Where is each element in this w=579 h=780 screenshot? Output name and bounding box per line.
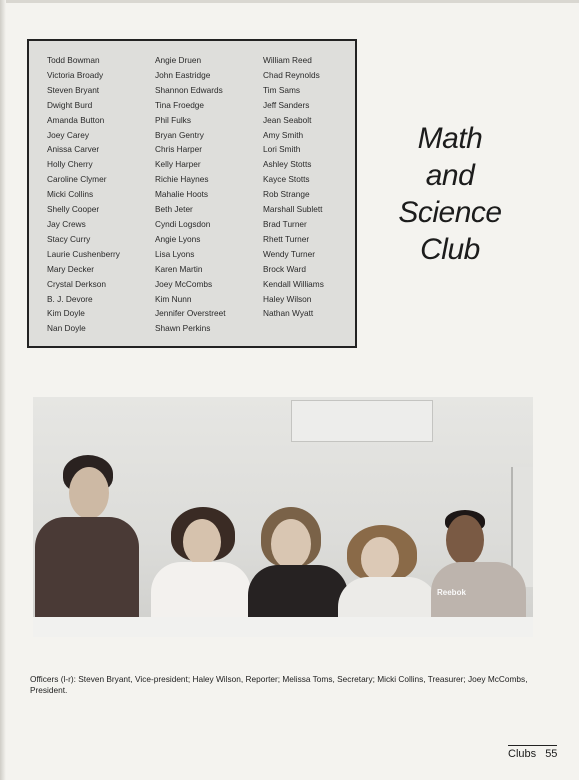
roster-member-name: Wendy Turner <box>263 248 315 259</box>
photo-caption: Officers (l-r): Steven Bryant, Vice-president; Haley Wilson, Reporter; Melissa Toms, Secretary; Micki Collins, Treasurer; Joey McCombs, President. <box>30 674 528 695</box>
roster-member-name: William Reed <box>263 55 312 65</box>
roster-member-name: Shawn Perkins <box>155 323 211 334</box>
roster-member-name: Jennifer Overstreet <box>155 308 226 319</box>
footer-section-label: Clubs <box>508 748 537 760</box>
roster-member-name: Phil Fulks <box>155 114 191 125</box>
title-line: Club <box>420 233 480 266</box>
roster-member-name: Laurie Cushenberry <box>47 248 120 259</box>
title-line: Math <box>417 122 483 155</box>
table-surface <box>33 617 533 637</box>
roster-member-name: Jean Seabolt <box>263 114 312 125</box>
roster-member-name: Angie Druen <box>155 55 202 65</box>
roster-member-name: Ashley Stotts <box>263 159 312 170</box>
roster-member-name: Beth Jeter <box>155 204 193 215</box>
roster-column-2 <box>155 53 226 336</box>
roster-member-name: Nan Doyle <box>47 323 86 334</box>
roster-member-name: Nathan Wyatt <box>263 308 314 319</box>
ceiling-light <box>291 400 433 442</box>
roster-member-name: Angie Lyons <box>155 233 201 244</box>
roster-member-name: Tina Froedge <box>155 99 205 110</box>
roster-member-name: Cyndi Logsdon <box>155 218 211 229</box>
roster-member-name: Steven Bryant <box>47 84 100 95</box>
roster-member-name: Stacy Curry <box>47 233 91 244</box>
page-binding-edge <box>0 0 6 780</box>
roster-member-name: Crystal Derkson <box>47 278 107 289</box>
page-footer <box>508 745 557 760</box>
roster-member-name: Haley Wilson <box>263 293 312 304</box>
roster-column-3 <box>263 53 324 321</box>
roster-member-name: Amy Smith <box>263 129 304 140</box>
page-top-edge <box>0 0 579 3</box>
roster-member-name: Holly Cherry <box>47 159 93 170</box>
roster-member-name: Richie Haynes <box>155 174 209 185</box>
roster-member-name: Karen Martin <box>155 263 203 274</box>
club-title <box>375 120 525 268</box>
roster-member-name: Kendall Williams <box>263 278 324 289</box>
member-roster <box>27 39 357 348</box>
roster-member-name: Marshall Sublett <box>263 204 323 215</box>
roster-member-name: Brock Ward <box>263 263 307 274</box>
roster-member-name: Victoria Broady <box>47 69 104 80</box>
roster-member-name: Lisa Lyons <box>155 248 195 259</box>
roster-member-name: Kim Nunn <box>155 293 192 304</box>
title-line: Science <box>398 196 502 229</box>
roster-member-name: Micki Collins <box>47 189 94 200</box>
roster-member-name: Lori Smith <box>263 144 301 155</box>
roster-member-name: Shannon Edwards <box>155 84 223 95</box>
roster-member-name: Anissa Carver <box>47 144 100 155</box>
roster-member-name: Shelly Cooper <box>47 204 100 215</box>
roster-member-name: Kelly Harper <box>155 159 201 170</box>
roster-member-name: Mary Decker <box>47 263 95 274</box>
roster-column-1 <box>47 53 120 336</box>
roster-member-name: Jeff Sanders <box>263 99 310 110</box>
roster-member-name: Kayce Stotts <box>263 174 310 185</box>
roster-member-name: Caroline Clymer <box>47 174 107 185</box>
roster-member-name: Jay Crews <box>47 218 86 229</box>
roster-member-name: Joey McCombs <box>155 278 213 289</box>
roster-member-name: John Eastridge <box>155 69 211 80</box>
roster-member-name: Kim Doyle <box>47 308 85 319</box>
officers-photo <box>33 397 533 637</box>
roster-member-name: B. J. Devore <box>47 293 93 304</box>
roster-member-name: Tim Sams <box>263 84 301 95</box>
roster-member-name: Dwight Burd <box>47 99 93 110</box>
roster-member-name: Chris Harper <box>155 144 203 155</box>
roster-member-name: Joey Carey <box>47 129 89 140</box>
title-line: and <box>425 159 475 192</box>
roster-member-name: Rhett Turner <box>263 233 310 244</box>
roster-member-name: Bryan Gentry <box>155 129 204 140</box>
roster-member-name: Rob Strange <box>263 189 310 200</box>
roster-member-name: Todd Bowman <box>47 55 100 65</box>
shirt-logo-text: Reebok <box>437 588 466 597</box>
roster-member-name: Mahalie Hoots <box>155 189 209 200</box>
page-number: 55 <box>545 748 558 760</box>
roster-member-name: Chad Reynolds <box>263 69 320 80</box>
roster-member-name: Brad Turner <box>263 218 307 229</box>
roster-member-name: Amanda Button <box>47 114 105 125</box>
